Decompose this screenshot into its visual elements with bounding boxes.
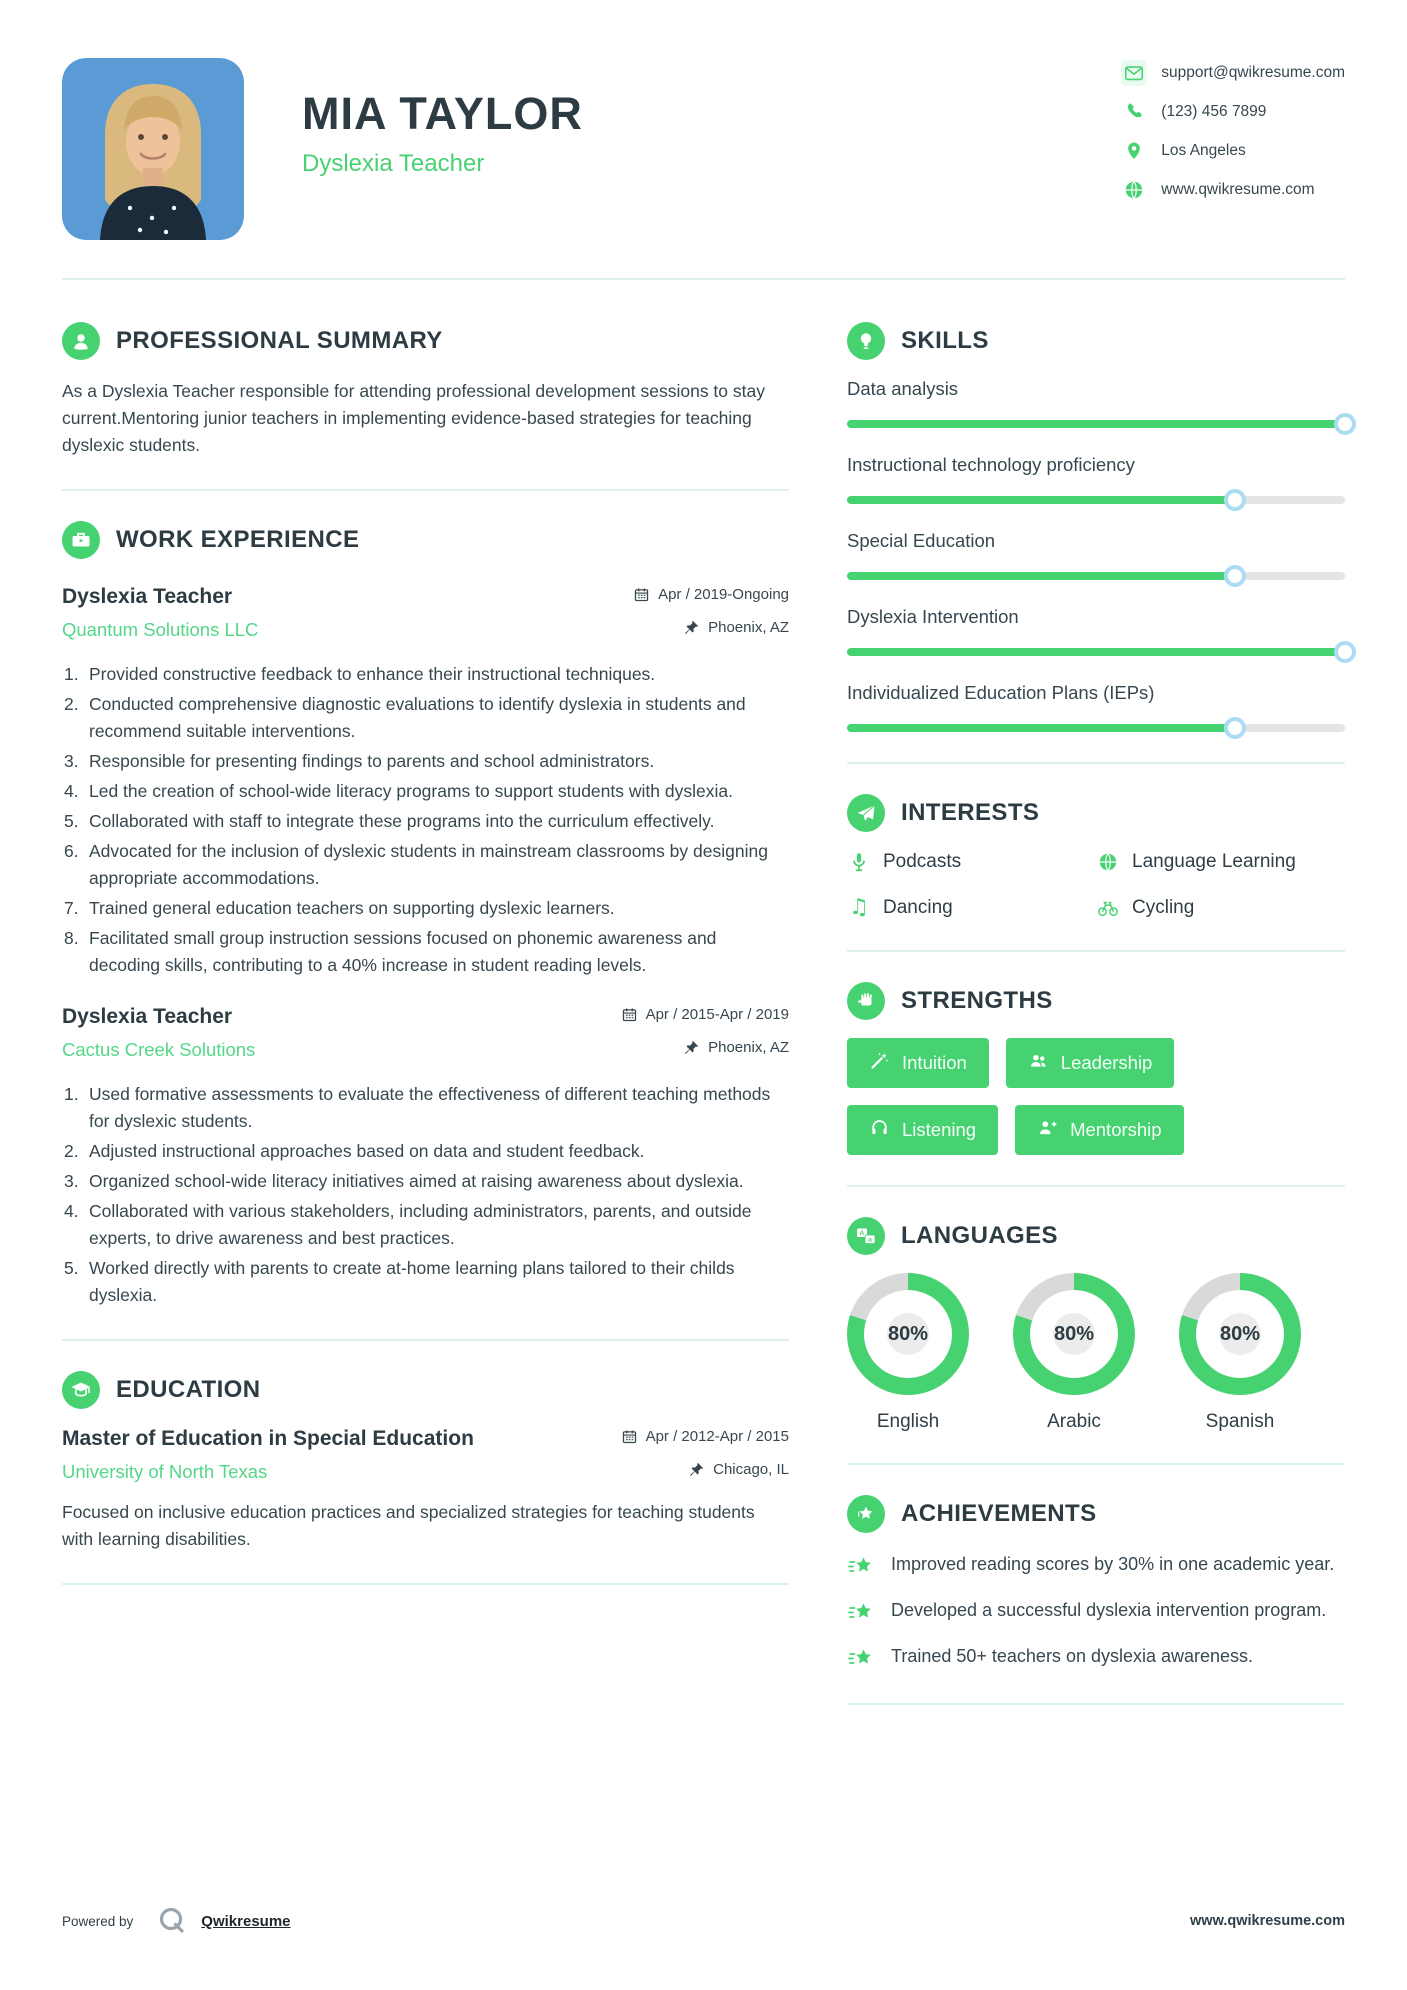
strength-chip — [847, 1038, 989, 1088]
strength-label: Leadership — [1060, 1052, 1153, 1073]
section-skills — [847, 322, 1345, 732]
user-icon — [62, 322, 100, 360]
interest-label: Cycling — [1132, 897, 1195, 918]
language-name: Spanish — [1205, 1411, 1275, 1432]
skill-fill — [847, 496, 1235, 504]
interest-label: Podcasts — [883, 851, 962, 872]
language-donut-chart — [847, 1273, 969, 1395]
job-bullet: Facilitated small group instruction sessions focused on phonemic awareness and decoding skills, contributing to a 40% increase in student reading levels. — [89, 928, 717, 975]
contact-text: support@qwikresume.com — [1161, 64, 1345, 81]
company-name: Cactus Creek Solutions — [62, 1039, 256, 1060]
divider — [847, 762, 1345, 764]
pushpin-icon — [688, 1461, 705, 1478]
section-title: WORK EXPERIENCE — [116, 526, 360, 553]
job-bullet: Advocated for the inclusion of dyslexic students in mainstream classrooms by designing appropriate accommodations. — [89, 841, 768, 888]
section-work-experience — [62, 521, 789, 1309]
section-title: EDUCATION — [116, 1376, 261, 1403]
skill-slider-handle[interactable] — [1224, 489, 1246, 511]
education-location: Chicago, IL — [688, 1461, 789, 1478]
left-column — [62, 322, 789, 1735]
job-bullet: Organized school-wide literacy initiatives aimed at raising awareness about dyslexia. — [89, 1171, 744, 1191]
degree-title: Master of Education in Special Education — [62, 1427, 474, 1450]
calendar-icon — [633, 586, 650, 603]
summary-text: As a Dyslexia Teacher responsible for attending professional development sessions to stay current.Mentoring junior teachers in implementing evidence-based strategies for teaching dyslexic students. — [62, 381, 765, 455]
svg-text:a: a — [868, 1236, 872, 1244]
language-percent: 80% — [1053, 1313, 1095, 1355]
language-item — [847, 1273, 969, 1433]
contact-item[interactable] — [1121, 177, 1345, 203]
section-title: INTERESTS — [901, 799, 1040, 826]
job-bullet-list — [62, 661, 789, 979]
skill-slider[interactable] — [847, 420, 1345, 428]
calendar-icon — [621, 1006, 638, 1023]
location-icon — [1121, 138, 1147, 164]
powered-by-label: Powered by — [62, 1913, 134, 1929]
phone-icon — [1121, 99, 1147, 125]
section-strengths — [847, 982, 1345, 1155]
interest-item — [847, 896, 1096, 920]
bicycle-icon — [1096, 896, 1120, 920]
strength-chip — [1015, 1105, 1184, 1155]
right-column — [847, 322, 1345, 1735]
briefcase-icon — [62, 521, 100, 559]
achievement-text: Trained 50+ teachers on dyslexia awareness. — [891, 1646, 1254, 1666]
music-note-icon: ♫ — [849, 895, 869, 920]
skill-label: Dyslexia Intervention — [847, 606, 1019, 627]
job-entry — [62, 1005, 789, 1309]
skill-label: Instructional technology proficiency — [847, 454, 1135, 475]
job-bullet: Worked directly with parents to create at-home learning plans tailored to their childs dyslexia. — [89, 1258, 735, 1305]
skill-row — [847, 378, 1345, 428]
education-entry — [62, 1427, 789, 1553]
calendar-icon — [621, 1428, 638, 1445]
skill-row — [847, 682, 1345, 732]
job-bullet: Adjusted instructional approaches based on data and student feedback. — [89, 1141, 645, 1161]
skill-slider-handle[interactable] — [1224, 565, 1246, 587]
skill-slider[interactable] — [847, 572, 1345, 580]
person-title: Dyslexia Teacher — [302, 150, 485, 177]
company-name: Quantum Solutions LLC — [62, 619, 259, 640]
section-languages — [847, 1217, 1345, 1433]
divider — [62, 1339, 789, 1341]
job-bullet: Collaborated with various stakeholders, including administrators, parents, and outside experts, to drive awareness and best practices. — [89, 1201, 752, 1248]
pushpin-icon — [683, 1039, 700, 1056]
skill-slider[interactable] — [847, 648, 1345, 656]
globe-icon — [1096, 850, 1120, 874]
divider — [847, 1703, 1345, 1705]
star-icon — [847, 1599, 875, 1627]
interest-item — [1096, 896, 1345, 920]
job-entry — [62, 585, 789, 979]
skill-label: Special Education — [847, 530, 996, 551]
skill-fill — [847, 420, 1345, 428]
microphone-icon — [847, 850, 871, 874]
job-dates: Apr / 2015-Apr / 2019 — [621, 1006, 789, 1023]
skill-row — [847, 606, 1345, 656]
star-icon — [847, 1553, 875, 1581]
section-achievements — [847, 1495, 1345, 1673]
lightbulb-icon — [847, 322, 885, 360]
skill-label: Data analysis — [847, 378, 959, 399]
user-plus-icon — [1037, 1117, 1058, 1143]
job-bullet: Led the creation of school-wide literacy programs to support students with dyslexia. — [89, 781, 733, 801]
job-title: Dyslexia Teacher — [62, 1005, 233, 1028]
interest-item — [1096, 850, 1345, 874]
job-bullet-list — [62, 1081, 789, 1309]
contact-item[interactable] — [1121, 60, 1345, 86]
section-title: SKILLS — [901, 327, 989, 354]
interest-label: Dancing — [883, 897, 953, 918]
language-percent: 80% — [1219, 1313, 1261, 1355]
language-donut-chart — [1013, 1273, 1135, 1395]
skill-fill — [847, 724, 1235, 732]
skill-slider-handle[interactable] — [1334, 641, 1356, 663]
wand-icon — [869, 1050, 890, 1076]
paper-plane-icon — [847, 794, 885, 832]
pushpin-icon — [683, 619, 700, 636]
skill-slider-handle[interactable] — [1224, 717, 1246, 739]
contact-text: Los Angeles — [1161, 142, 1246, 159]
section-title: ACHIEVEMENTS — [901, 1500, 1097, 1527]
profile-photo-illustration — [62, 58, 244, 240]
job-bullet: Trained general education teachers on supporting dyslexic learners. — [89, 898, 615, 918]
section-title: STRENGTHS — [901, 987, 1053, 1014]
section-title: LANGUAGES — [901, 1222, 1058, 1249]
footer — [62, 1904, 1345, 1938]
contact-list — [1121, 58, 1345, 216]
skill-row — [847, 530, 1345, 580]
achievement-item — [847, 1643, 1345, 1673]
job-bullet: Conducted comprehensive diagnostic evaluations to identify dyslexia in students and recommend suitable interventions. — [89, 694, 746, 741]
strength-label: Mentorship — [1070, 1119, 1162, 1140]
skill-fill — [847, 648, 1345, 656]
job-dates: Apr / 2019-Ongoing — [633, 586, 789, 603]
header-divider — [62, 278, 1345, 280]
footer-website: www.qwikresume.com — [1190, 1913, 1345, 1929]
language-item — [1013, 1273, 1135, 1433]
strength-list — [847, 1038, 1267, 1155]
profile-photo — [62, 58, 244, 240]
contact-text: (123) 456 7899 — [1161, 103, 1267, 120]
contact-text: www.qwikresume.com — [1161, 181, 1315, 198]
strength-label: Intuition — [902, 1052, 967, 1073]
interest-list — [847, 850, 1345, 920]
skill-label: Individualized Education Plans (IEPs) — [847, 682, 1155, 703]
language-name: Arabic — [1047, 1411, 1101, 1432]
email-icon — [1121, 60, 1147, 86]
divider — [847, 950, 1345, 952]
language-name: English — [876, 1411, 940, 1432]
achievement-list — [847, 1551, 1345, 1673]
education-dates: Apr / 2012-Apr / 2015 — [621, 1428, 789, 1445]
school-name: University of North Texas — [62, 1461, 268, 1482]
language-donut-chart — [1179, 1273, 1301, 1395]
job-list — [62, 585, 789, 1309]
section-education — [62, 1371, 789, 1553]
interest-label: Language Learning — [1132, 851, 1296, 872]
users-icon — [1028, 1050, 1049, 1076]
contact-item[interactable] — [1121, 138, 1345, 164]
strength-label: Listening — [902, 1119, 977, 1140]
headphones-icon — [869, 1117, 890, 1143]
language-item — [1179, 1273, 1301, 1433]
name-block — [302, 58, 583, 178]
skill-slider-handle[interactable] — [1334, 413, 1356, 435]
skill-list — [847, 378, 1345, 732]
globe-icon — [1121, 177, 1147, 203]
job-location: Phoenix, AZ — [683, 619, 789, 636]
skill-slider[interactable] — [847, 496, 1345, 504]
translate-icon — [847, 1217, 885, 1255]
star-icon — [847, 1645, 875, 1673]
person-name: MIA TAYLOR — [302, 88, 583, 139]
education-description: Focused on inclusive education practices and specialized strategies for teaching students with learning disabilities. — [62, 1502, 755, 1549]
qwikresume-link[interactable]: Qwikresume — [201, 1912, 291, 1930]
job-location: Phoenix, AZ — [683, 1039, 789, 1056]
skill-row — [847, 454, 1345, 504]
section-title: PROFESSIONAL SUMMARY — [116, 327, 443, 354]
achievement-text: Developed a successful dyslexia intervention program. — [891, 1600, 1327, 1620]
achievement-item — [847, 1551, 1345, 1581]
section-interests — [847, 794, 1345, 920]
contact-item[interactable] — [1121, 99, 1345, 125]
achievement-item — [847, 1597, 1345, 1627]
fist-icon — [847, 982, 885, 1020]
header — [62, 58, 1345, 240]
language-percent: 80% — [887, 1313, 929, 1355]
svg-text:A: A — [859, 1230, 865, 1237]
job-bullet: Used formative assessments to evaluate the effectiveness of different teaching methods for dyslexic students. — [89, 1084, 771, 1131]
achievement-text: Improved reading scores by 30% in one academic year. — [891, 1554, 1335, 1574]
divider — [847, 1463, 1345, 1465]
section-professional-summary — [62, 322, 789, 459]
job-title: Dyslexia Teacher — [62, 585, 233, 608]
graduation-cap-icon — [62, 1371, 100, 1409]
divider — [847, 1185, 1345, 1187]
language-list — [847, 1273, 1345, 1433]
interest-item — [847, 850, 1096, 874]
strength-chip — [847, 1105, 998, 1155]
job-bullet: Collaborated with staff to integrate these programs into the curriculum effectively. — [89, 811, 715, 831]
divider — [62, 489, 789, 491]
job-bullet: Provided constructive feedback to enhance their instructional techniques. — [89, 664, 656, 684]
qwikresume-logo-icon — [155, 1904, 189, 1938]
divider — [62, 1583, 789, 1585]
job-bullet: Responsible for presenting findings to parents and school administrators. — [89, 751, 655, 771]
skill-fill — [847, 572, 1235, 580]
star-badge-icon — [847, 1495, 885, 1533]
skill-slider[interactable] — [847, 724, 1345, 732]
strength-chip — [1006, 1038, 1175, 1088]
